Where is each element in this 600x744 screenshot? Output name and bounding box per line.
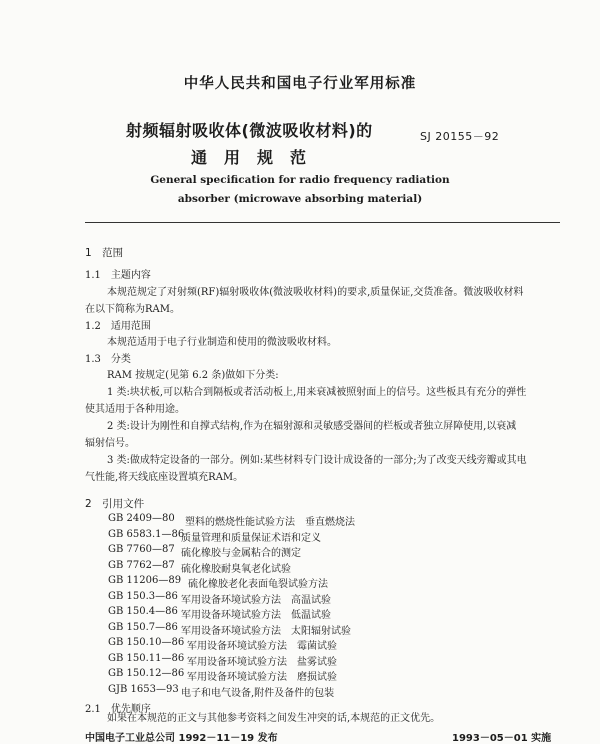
section-1-1-heading: 1.1 主题内容 (85, 270, 151, 281)
issuing-organization: 中华人民共和国电子行业军用标准 (183, 76, 417, 92)
ref-title: 军用设备环境试验方法 太阳辐射试验 (181, 625, 351, 637)
ref-code: GB 11206—89 (108, 575, 182, 586)
ref-title: 军用设备环境试验方法 低温试验 (181, 610, 331, 621)
ref-code: GB 7760—87 (108, 544, 175, 555)
header-divider (85, 222, 560, 223)
ref-title: 硫化橡胶老化表面龟裂试验方法 (188, 579, 328, 590)
paragraph: 在以下简称为RAM。 (85, 304, 180, 315)
section-2-1-heading: 2.1 优先顺序 (85, 704, 151, 715)
ref-code: GB 150.3—86 (108, 590, 178, 602)
paragraph: 使其适用于各种用途。 (85, 404, 185, 415)
ref-code: GB 150.12—86 (108, 668, 185, 679)
ref-title: 军用设备环境试验方法 磨损试验 (187, 672, 337, 683)
ref-code: GB 7762—87 (108, 559, 175, 571)
paragraph: 气性能,将天线底座设置填充RAM。 (85, 472, 244, 483)
ref-title: 军用设备环境试验方法 霉菌试验 (187, 641, 337, 652)
ref-title: 军用设备环境试验方法 盐雾试验 (187, 656, 337, 668)
ref-title: 质量管理和质量保证术语和定义 (181, 532, 321, 544)
section-1-heading: 1 范围 (85, 247, 124, 259)
ref-title: 硫化橡胶与金属粘合的测定 (181, 548, 301, 559)
paragraph: 本规范适用于电子行业制造和使用的微波吸收材料。 (107, 337, 337, 348)
ref-code: GB 150.7—86 (108, 621, 178, 633)
paragraph: 如果在本规范的正文与其他参考资料之间发生冲突的话,本规范的正文优先。 (107, 713, 441, 724)
section-2-heading: 2 引用文件 (85, 498, 145, 510)
standard-code: SJ 20155－92 (420, 130, 500, 143)
ref-code: GB 150.4—86 (108, 606, 178, 617)
english-title-line1: General specification for radio frequency radiation (150, 174, 450, 186)
ref-code: GB 6583.1—86 (108, 528, 185, 540)
ref-code: GJB 1653—93 (108, 683, 179, 695)
paragraph: 1 类:块状板,可以粘合到隔板或者活动板上,用来衰减被照射面上的信号。这些板具有充分的弹性 (107, 387, 527, 398)
ref-title: 硫化橡胶耐臭氧老化试验 (181, 563, 291, 575)
ref-title: 塑料的燃烧性能试验方法 垂直燃烧法 (185, 517, 355, 528)
english-title-line2: absorber (microwave absorbing material) (177, 193, 423, 205)
paragraph: 辐射信号。 (85, 438, 135, 449)
paragraph: 2 类:设计为刚性和自撑式结构,作为在辐射源和灵敏感受器间的栏板或者独立屏障使用,以衰减 (107, 421, 517, 432)
paragraph: RAM 按规定(见第 6.2 条)做如下分类: (107, 370, 279, 381)
paragraph: 3 类:做成特定设备的一部分。例如:某些材料专门设计成设备的一部分;为了改变天线旁瓣或其电 (107, 455, 527, 466)
ref-code: GB 2409—80 (108, 513, 175, 524)
doc-title-line1: 射频辐射吸收体(微波吸收材料)的 (126, 121, 373, 140)
paragraph: 本规范规定了对射频(RF)辐射吸收体(微波吸收材料)的要求,质量保证,交货准备。微波吸收材料 (107, 287, 524, 298)
section-1-3-heading: 1.3 分类 (85, 354, 131, 365)
footer-issued: 中国电子工业总公司 1992－11－19 发布 (85, 729, 278, 744)
ref-code: GB 150.10—86 (108, 637, 185, 648)
section-1-2-heading: 1.2 适用范围 (85, 321, 151, 332)
ref-title: 军用设备环境试验方法 高温试验 (181, 594, 331, 606)
ref-title: 电子和电气设备,附件及备件的包装 (181, 687, 335, 699)
footer-effective: 1993－05－01 实施 (452, 729, 551, 744)
ref-code: GB 150.11—86 (108, 652, 185, 664)
doc-title-line2: 通用规范 (191, 148, 324, 167)
